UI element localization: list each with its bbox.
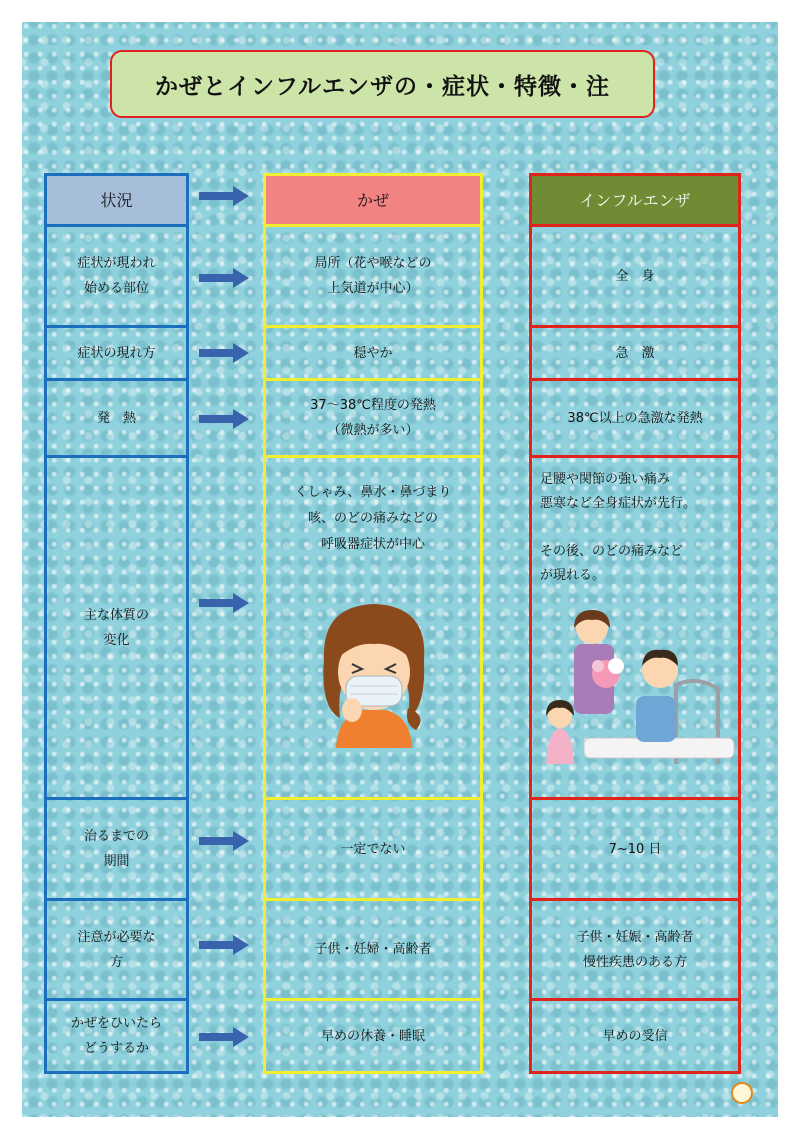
row-divider <box>263 455 483 458</box>
hospital-visit-illustration <box>544 604 736 768</box>
cold-at-risk-people: 子供・妊婦・高齢者 <box>314 942 432 957</box>
header-flu: インフルエンザ <box>532 176 738 224</box>
right-arrow-icon <box>199 593 249 613</box>
flu-what-to-do: 早めの受信 <box>602 1028 668 1044</box>
right-arrow-icon <box>199 935 249 955</box>
corner-stamp-icon <box>731 1082 753 1104</box>
situation-main-symptoms: 主な体質の 変化 <box>83 607 149 648</box>
flu-at-risk-people: 子供・妊娠・高齢者 慢性疾患のある方 <box>576 929 694 970</box>
title-banner <box>110 50 655 118</box>
right-arrow-icon <box>199 409 249 429</box>
right-arrow-icon <box>199 343 249 363</box>
cold-onset-manner: 穏やか <box>353 345 393 361</box>
cold-onset-location: 局所（花や喉などの 上気道が中心） <box>314 256 432 296</box>
flu-recovery-period: 7~10 日 <box>608 841 662 857</box>
cold-main-symptoms: くしゃみ、鼻水・鼻づまり 咳、のどの痛みなどの 呼吸器症状が中心 <box>294 485 452 552</box>
cold-what-to-do: 早めの休養・睡眠 <box>320 1028 425 1044</box>
flu-main-symptoms: 足腰や関節の強い痛み 悪寒など全身症状が先行。 その後、のどの痛みなど が現れる。 <box>540 472 697 583</box>
situation-at-risk-people: 注意が必要な 方 <box>77 929 156 970</box>
right-arrow-icon <box>199 268 249 288</box>
masked-woman-illustration <box>312 598 436 748</box>
situation-onset-manner: 症状の現れ方 <box>77 345 156 361</box>
situation-recovery-period: 治るまでの 期間 <box>83 829 149 869</box>
row-divider <box>529 455 741 458</box>
flu-fever: 38℃以上の急激な発熱 <box>567 410 703 426</box>
flu-onset-manner: 急 激 <box>615 345 655 361</box>
situation-fever: 発 熱 <box>96 410 136 426</box>
right-arrow-icon <box>199 186 249 206</box>
right-arrow-icon <box>199 831 249 851</box>
page-title: かぜとインフルエンザの・症状・特徴・注 <box>154 73 611 100</box>
flu-onset-location: 全 身 <box>615 268 655 284</box>
situation-onset-location: 症状が現われ 始める部位 <box>77 256 156 296</box>
cold-recovery-period: 一定でない <box>340 841 406 857</box>
right-arrow-icon <box>199 1027 249 1047</box>
cold-fever: 37～38℃程度の発熱 （微熱が多い） <box>310 398 436 438</box>
situation-what-to-do: かぜをひいたら どうするか <box>70 1016 162 1056</box>
header-situation: 状況 <box>47 176 186 224</box>
header-cold: かぜ <box>266 176 480 224</box>
